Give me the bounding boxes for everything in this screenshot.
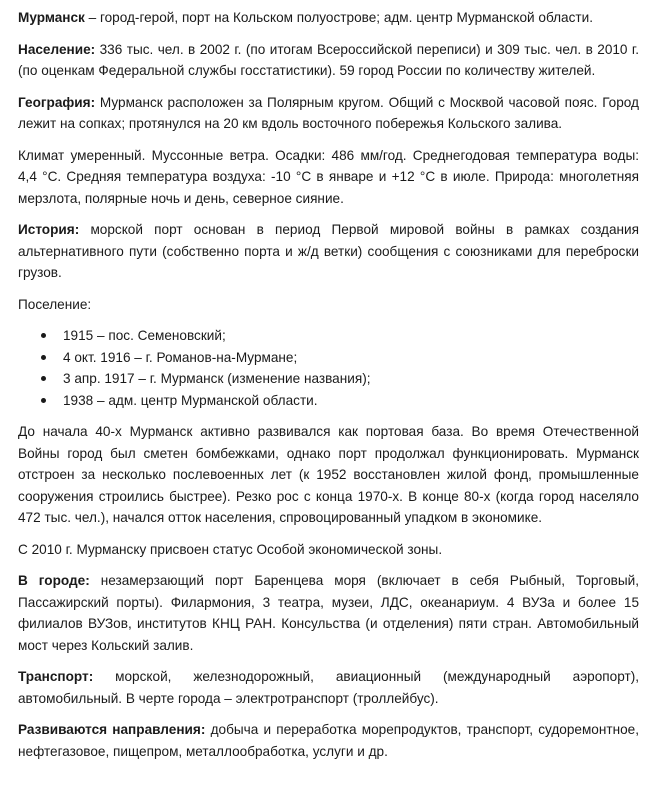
population-heading: Население: <box>18 41 96 57</box>
bullet-icon <box>41 333 46 338</box>
list-item-text: 4 окт. 1916 – г. Романов-на-Мурмане; <box>63 349 298 365</box>
development-text: До начала 40-х Мурманск активно развивался как портовая база. Во время Отечественной Войны город был сметен бомбежками, однако порт продолжал функционировать. Мурманск отстроен за несколько послевоенных лет (к 1952 восстановлен жилой фонд, промышленные сооружения строились быстрее). Резко рос с конца 1970-х. В конце 80-х (когда город населяло 472 тыс. чел.), начался отток населения, спровоцированный упадком в экономике. <box>18 424 639 525</box>
list-item-text: 3 апр. 1917 – г. Мурманск (изменение названия); <box>63 371 371 386</box>
transport-paragraph <box>18 666 639 709</box>
bullet-icon <box>41 398 46 403</box>
population-paragraph <box>18 39 639 82</box>
list-item <box>63 325 639 347</box>
geography-paragraph <box>18 92 639 135</box>
list-item-text: 1915 – пос. Семеновский; <box>63 328 226 343</box>
sez-text: С 2010 г. Мурманску присвоен статус Особой экономической зоны. <box>18 541 443 557</box>
bullet-icon <box>41 376 46 381</box>
directions-heading: Развиваются направления: <box>18 722 206 737</box>
settlement-label: Поселение: <box>18 296 92 312</box>
geography-text: Мурманск расположен за Полярным кругом. Общий с Москвой часовой пояс. Город лежит на сопках; протянулся на 20 км вдоль восточного побережья Кольского залива. <box>18 94 639 131</box>
sez-paragraph <box>18 539 639 561</box>
population-text: 336 тыс. чел. в 2002 г. (по итогам Всероссийской переписи) и 309 тыс. чел. в 2010 г. (по оценкам Федеральной службы госстатистики). 59 город России по количеству жителей. <box>18 41 639 78</box>
intro-text: – город-герой, порт на Кольском полуострове; адм. центр Мурманской области. <box>84 10 594 25</box>
in-city-paragraph <box>18 570 639 656</box>
list-item <box>63 347 639 369</box>
climate-paragraph <box>18 145 639 210</box>
list-item <box>63 390 639 412</box>
settlement-paragraph <box>18 294 639 316</box>
directions-text: добыча и переработка морепродуктов, транспорт, судоремонтное, нефтегазовое, пищепром, металлообработка, услуги и др. <box>18 722 640 759</box>
climate-text: Климат умеренный. Муссонные ветра. Осадки: 486 мм/год. Среднегодовая температура воды: 4,4 °С. Средняя температура воздуха: -10 °С в январе и +12 °С в июле. Природа: многолетняя мерзлота, полярные ночь и день, северное сияние. <box>18 147 639 206</box>
geography-heading: География: <box>18 94 96 110</box>
history-paragraph <box>18 219 639 284</box>
city-name: Мурманск <box>18 10 85 25</box>
development-paragraph <box>18 421 639 529</box>
settlement-list <box>18 325 639 411</box>
intro-paragraph <box>18 7 639 29</box>
in-city-text: незамерзающий порт Баренцева моря (включает в себя Рыбный, Торговый, Пассажирский порты). Филармония, 3 театра, музеи, ЛДС, океанариум. 4 ВУЗа и более 15 филиалов ВУЗов, институтов КНЦ РАН. Консульства (и отделения) пяти стран. Автомобильный мост через Кольский залив. <box>18 573 639 653</box>
list-item-text: 1938 – адм. центр Мурманской области. <box>63 392 318 408</box>
list-item <box>63 368 639 390</box>
transport-text: морской, железнодорожный, авиационный (международный аэропорт), автомобильный. В черте города – электротранспорт (троллейбус). <box>18 669 639 706</box>
history-heading: История: <box>18 222 80 237</box>
directions-paragraph <box>18 719 639 762</box>
in-city-heading: В городе: <box>18 573 90 588</box>
transport-heading: Транспорт: <box>18 669 94 684</box>
history-text: морской порт основан в период Первой мировой войны в рамках создания альтернативного пути (собственно порта и ж/д ветки) сообщения с союзниками для переброски грузов. <box>18 222 639 280</box>
bullet-icon <box>41 355 46 360</box>
